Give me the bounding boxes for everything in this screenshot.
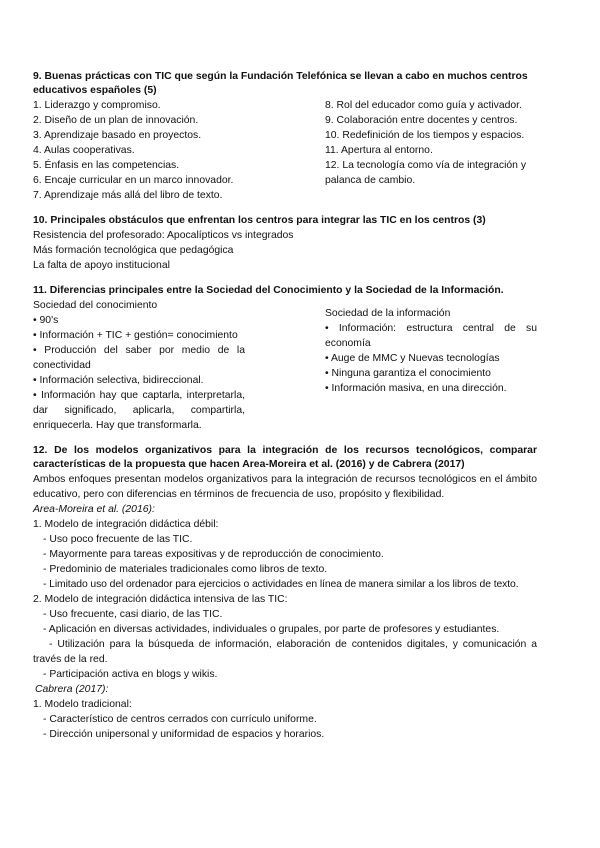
question-9-columns bbox=[33, 98, 537, 203]
list-item: • Información + TIC + gestión= conocimiento bbox=[33, 330, 238, 341]
list-item: • Auge de MMC y Nuevas tecnologías bbox=[325, 353, 500, 364]
list-item: 3. Aprendizaje basado en proyectos. bbox=[33, 130, 202, 141]
list-item: - Utilización para la búsqueda de información, elaboración de contenidos digitales, y comunicación a través de la red. bbox=[33, 639, 537, 665]
model-1-title: 1. Modelo de integración didáctica débil: bbox=[33, 519, 219, 530]
list-item: - Dirección unipersonal y uniformidad de espacios y horarios. bbox=[43, 729, 325, 740]
list-item: 11. Apertura al entorno. bbox=[325, 145, 433, 156]
list-item: - Uso frecuente, casi diario, de las TIC. bbox=[43, 609, 223, 620]
list-item: 1. Liderazgo y compromiso. bbox=[33, 100, 161, 111]
question-10 bbox=[33, 214, 537, 273]
list-item: • Ninguna garantiza el conocimiento bbox=[325, 368, 491, 379]
question-9-right-column bbox=[325, 98, 537, 203]
document-page bbox=[33, 70, 537, 742]
list-item: 10. Redefinición de los tiempos y espacios. bbox=[325, 130, 525, 141]
question-9-title: 9. Buenas prácticas con TIC que según la Fundación Telefónica se llevan a cabo en muchos centros educativos españoles (5) bbox=[33, 71, 528, 96]
list-item: - Uso poco frecuente de las TIC. bbox=[43, 534, 193, 545]
list-item: - Predominio de materiales tradicionales como libros de texto. bbox=[43, 564, 328, 575]
column-heading: Sociedad del conocimiento bbox=[33, 300, 158, 311]
list-item: • Información selectiva, bidireccional. bbox=[33, 375, 204, 386]
question-9 bbox=[33, 70, 537, 203]
list-item: 6. Encaje curricular en un marco innovador. bbox=[33, 175, 234, 186]
list-item: 8. Rol del educador como guía y activador. bbox=[325, 100, 522, 111]
list-item: 2. Diseño de un plan de innovación. bbox=[33, 115, 199, 126]
list-item: • Información hay que captarla, interpretarla, dar significado, aplicarla, compartirla, enriquecerla. Hay que transformarla. bbox=[33, 390, 245, 431]
list-item: 12. La tecnología como vía de integración y palanca de cambio. bbox=[325, 160, 527, 186]
list-item: - Limitado uso del ordenador para ejercicios o actividades en línea de manera similar a los libros de texto. bbox=[43, 579, 519, 590]
list-item: • Información: estructura central de su economía bbox=[325, 323, 537, 349]
knowledge-society-column bbox=[33, 298, 245, 433]
question-10-title: 10. Principales obstáculos que enfrentan los centros para integrar las TIC en los centros (3) bbox=[33, 215, 486, 226]
model-2-title: 2. Modelo de integración didáctica intensiva de las TIC: bbox=[33, 594, 288, 605]
list-item: La falta de apoyo institucional bbox=[33, 260, 170, 271]
list-item: 5. Énfasis en las competencias. bbox=[33, 160, 180, 171]
question-9-left-column bbox=[33, 98, 245, 203]
information-society-column bbox=[325, 298, 537, 433]
question-12-title: 12. De los modelos organizativos para la integración de los recursos tecnológicos, comparar características de la propuesta que hacen Area-Moreira et al. (2016) y de Cabrera (2017) bbox=[33, 445, 537, 470]
list-item: - Aplicación en diversas actividades, individuales o grupales, por parte de profesores y estudiantes. bbox=[43, 624, 500, 635]
list-item: 4. Aulas cooperativas. bbox=[33, 145, 135, 156]
model-3-title: 1. Modelo tradicional: bbox=[33, 699, 132, 710]
question-11-columns bbox=[33, 298, 537, 433]
list-item: • 90's bbox=[33, 315, 59, 326]
list-item: • Información masiva, en una dirección. bbox=[325, 383, 507, 394]
list-item: Más formación tecnológica que pedagógica bbox=[33, 245, 234, 256]
list-item: 7. Aprendizaje más allá del libro de texto. bbox=[33, 190, 223, 201]
list-item: • Producción del saber por medio de la conectividad bbox=[33, 345, 245, 371]
column-heading: Sociedad de la información bbox=[325, 308, 451, 319]
list-item: 9. Colaboración entre docentes y centros. bbox=[325, 115, 518, 126]
list-item: Resistencia del profesorado: Apocalípticos vs integrados bbox=[33, 230, 294, 241]
area-moreira-label: Area-Moreira et al. (2016): bbox=[33, 504, 155, 515]
question-12-intro: Ambos enfoques presentan modelos organizativos para la integración de recursos tecnológicos en el ámbito educativo, pero con diferencias en términos de frecuencia de uso, propósito y flexibilidad. bbox=[33, 474, 537, 500]
question-12 bbox=[33, 444, 537, 742]
question-10-answers bbox=[33, 228, 537, 273]
list-item: - Mayormente para tareas expositivas y de reproducción de conocimiento. bbox=[43, 549, 384, 560]
question-11 bbox=[33, 284, 537, 433]
cabrera-label: Cabrera (2017): bbox=[35, 684, 109, 695]
list-item: - Participación activa en blogs y wikis. bbox=[43, 669, 218, 680]
list-item: - Característico de centros cerrados con currículo uniforme. bbox=[43, 714, 317, 725]
question-11-title: 11. Diferencias principales entre la Sociedad del Conocimiento y la Sociedad de la Información. bbox=[33, 285, 504, 296]
